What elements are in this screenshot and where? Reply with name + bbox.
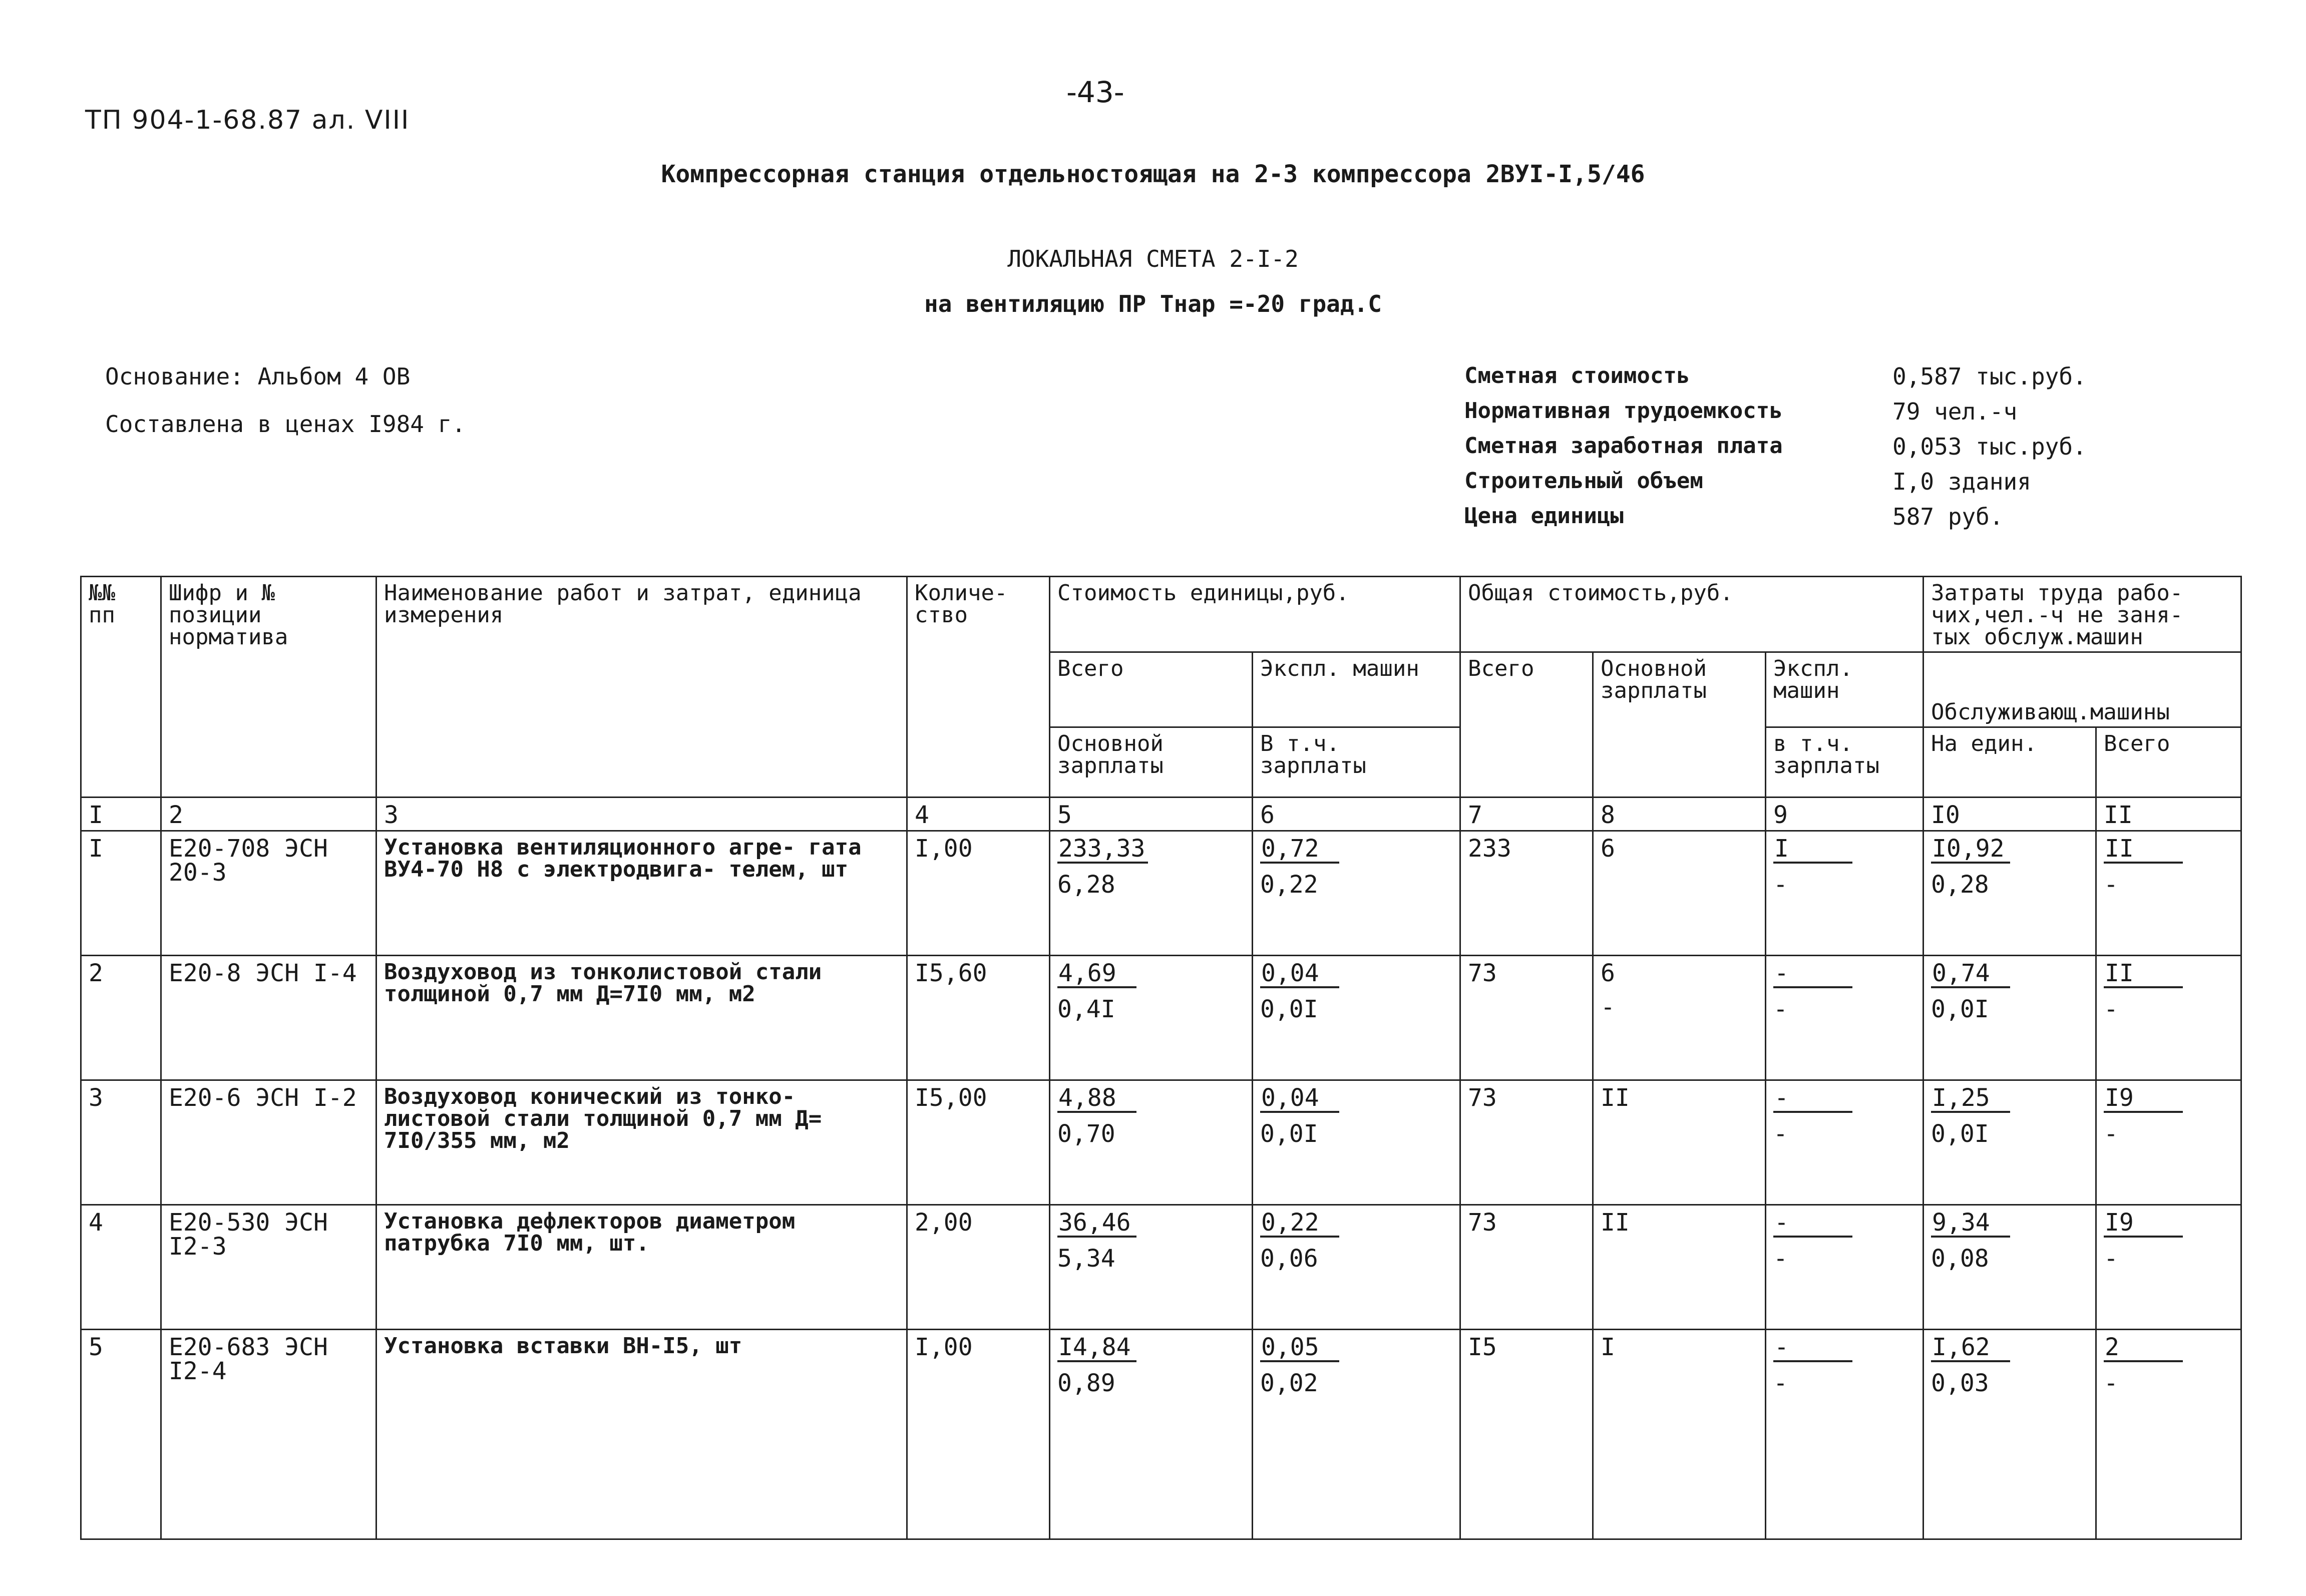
summary-value: 587 руб.	[1892, 503, 2004, 530]
unit-machines: 0,72	[1260, 837, 1339, 864]
header-name: Наименование работ и затрат, единица измерения	[376, 577, 907, 797]
row-code: Е20-708 ЭСН 20-3	[161, 831, 376, 956]
row-qty: I5,00	[907, 1080, 1050, 1205]
row-name: Воздуховод конический из тонко- листовой стали толщиной 0,7 мм Д= 7I0/355 мм, м2	[376, 1080, 907, 1205]
row-name: Воздуховод из тонколистовой стали толщиной 0,7 мм Д=7I0 мм, м2	[376, 956, 907, 1080]
document-subtitle: на вентиляцию ПР Тнар =-20 град.С	[924, 290, 1382, 317]
estimate-table	[80, 576, 2242, 1540]
unit-machines: 0,05	[1260, 1335, 1339, 1362]
total-base-salary-note: -	[1601, 993, 1615, 1021]
header-unit-cost: Стоимость единицы,руб.	[1050, 577, 1460, 652]
row-number: 2	[81, 956, 161, 1080]
prices-text: Составлена в ценах I984 г.	[105, 411, 466, 438]
total-all: I5	[1460, 1330, 1593, 1539]
total-machines: -	[1773, 1335, 1852, 1362]
summary-label: Нормативная трудоемкость	[1464, 398, 1783, 424]
total-incl-salary: -	[1773, 1369, 1788, 1397]
unit-base-salary: 6,28	[1057, 871, 1115, 899]
unit-machines: 0,04	[1260, 1086, 1339, 1113]
unit-incl-salary: 0,22	[1260, 871, 1318, 899]
table-row	[81, 1205, 2241, 1330]
table-row	[81, 831, 2241, 956]
document-stamp: ТП 904-1-68.87 ал. VIII	[85, 105, 410, 135]
unit-base-salary: 0,89	[1057, 1369, 1115, 1397]
page-number: -43-	[1066, 75, 1124, 109]
header-incl-salary-total: в т.ч. зарплаты	[1766, 727, 1924, 797]
summary-value: 0,587 тыс.руб.	[1892, 363, 2087, 390]
unit-total: 36,46	[1057, 1211, 1136, 1238]
labor-per-unit-machines: 0,0I	[1931, 995, 1989, 1023]
table-row	[81, 1330, 2241, 1539]
unit-base-salary: 5,34	[1057, 1245, 1115, 1273]
labor-per-unit: 9,34	[1931, 1211, 2010, 1238]
total-base-salary: II	[1601, 1084, 1630, 1112]
header-total-cost: Общая стоимость,руб.	[1460, 577, 1924, 652]
total-all: 73	[1460, 1080, 1593, 1205]
row-number: 5	[81, 1330, 161, 1539]
column-number: 5	[1050, 797, 1253, 831]
total-all: 73	[1460, 956, 1593, 1080]
total-machines: I	[1773, 837, 1852, 864]
unit-total: 4,69	[1057, 961, 1136, 988]
column-number: I	[81, 797, 161, 831]
header-serving: Обслуживающ.машины	[1924, 652, 2241, 727]
header-machines: Экспл. машин	[1253, 652, 1460, 727]
header-all-total: Всего	[1460, 652, 1593, 797]
header-qty: Количе- ство	[907, 577, 1050, 797]
row-number: I	[81, 831, 161, 956]
summary-label: Цена единицы	[1464, 503, 1624, 529]
labor-per-unit-machines: 0,0I	[1931, 1120, 1989, 1148]
labor-total-machines: -	[2104, 1245, 2118, 1273]
labor-per-unit-machines: 0,28	[1931, 871, 1989, 899]
unit-incl-salary: 0,02	[1260, 1369, 1318, 1397]
labor-total-machines: -	[2104, 871, 2118, 899]
unit-incl-salary: 0,0I	[1260, 995, 1318, 1023]
unit-incl-salary: 0,06	[1260, 1245, 1318, 1273]
unit-incl-salary: 0,0I	[1260, 1120, 1318, 1148]
total-base-salary: I	[1601, 1333, 1615, 1361]
document-type: ЛОКАЛЬНАЯ СМЕТА 2-I-2	[1007, 245, 1299, 272]
row-qty: I5,60	[907, 956, 1050, 1080]
total-all: 73	[1460, 1205, 1593, 1330]
column-number: 7	[1460, 797, 1593, 831]
row-code: Е20-530 ЭСН I2-3	[161, 1205, 376, 1330]
labor-per-unit: I0,92	[1931, 837, 2010, 864]
column-number: 8	[1593, 797, 1766, 831]
summary-value: 0,053 тыс.руб.	[1892, 433, 2087, 460]
total-incl-salary: -	[1773, 871, 1788, 899]
unit-base-salary: 0,4I	[1057, 995, 1115, 1023]
labor-per-unit: 0,74	[1931, 961, 2010, 988]
header-all-labor: Всего	[2096, 727, 2241, 797]
labor-total-machines: -	[2104, 995, 2118, 1023]
total-machines: -	[1773, 1086, 1852, 1113]
row-code: Е20-8 ЭСН I-4	[161, 956, 376, 1080]
document-title: Компрессорная станция отдельностоящая на 2-3 компрессора 2ВУI-I,5/46	[661, 160, 1645, 188]
header-all: Всего	[1050, 652, 1253, 727]
header-machines-total: Экспл. машин	[1766, 652, 1924, 727]
column-number: 3	[376, 797, 907, 831]
labor-total: 2	[2104, 1335, 2183, 1362]
header-code: Шифр и № позиции норматива	[161, 577, 376, 797]
header-num: №№ пп	[81, 577, 161, 797]
header-labor: Затраты труда рабо- чих,чел.-ч не заня- тых обслуж.машин	[1924, 577, 2241, 652]
total-incl-salary: -	[1773, 1245, 1788, 1273]
unit-total: 233,33	[1057, 837, 1148, 864]
row-qty: 2,00	[907, 1205, 1050, 1330]
total-machines: -	[1773, 1211, 1852, 1238]
row-qty: I,00	[907, 831, 1050, 956]
labor-total: I9	[2104, 1211, 2183, 1238]
labor-total: I9	[2104, 1086, 2183, 1113]
labor-per-unit-machines: 0,08	[1931, 1245, 1989, 1273]
header-incl-salary: В т.ч. зарплаты	[1253, 727, 1460, 797]
unit-machines: 0,22	[1260, 1211, 1339, 1238]
column-number: I0	[1924, 797, 2096, 831]
column-number: 2	[161, 797, 376, 831]
row-code: Е20-683 ЭСН I2-4	[161, 1330, 376, 1539]
unit-total: I4,84	[1057, 1335, 1136, 1362]
column-number: 6	[1253, 797, 1460, 831]
total-base-salary: 6	[1601, 835, 1615, 863]
row-name: Установка дефлекторов диаметром патрубка 7I0 мм, шт.	[376, 1205, 907, 1330]
summary-label: Сметная заработная плата	[1464, 433, 1783, 459]
labor-per-unit: I,62	[1931, 1335, 2010, 1362]
table-row	[81, 1080, 2241, 1205]
summary-value: 79 чел.-ч	[1892, 398, 2018, 425]
labor-total: II	[2104, 961, 2183, 988]
labor-per-unit: I,25	[1931, 1086, 2010, 1113]
total-machines: -	[1773, 961, 1852, 988]
labor-total-machines: -	[2104, 1369, 2118, 1397]
unit-machines: 0,04	[1260, 961, 1339, 988]
total-incl-salary: -	[1773, 1120, 1788, 1148]
header-base-salary-total: Основной зарплаты	[1593, 652, 1766, 797]
column-number: 9	[1766, 797, 1924, 831]
unit-total: 4,88	[1057, 1086, 1136, 1113]
table-row	[81, 956, 2241, 1080]
header-per-unit: На един.	[1924, 727, 2096, 797]
row-number: 3	[81, 1080, 161, 1205]
row-qty: I,00	[907, 1330, 1050, 1539]
row-name: Установка вентиляционного агре- гата ВУ4-70 Н8 с электродвига- телем, шт	[376, 831, 907, 956]
row-name: Установка вставки ВН-I5, шт	[376, 1330, 907, 1539]
labor-total-machines: -	[2104, 1120, 2118, 1148]
row-code: Е20-6 ЭСН I-2	[161, 1080, 376, 1205]
row-number: 4	[81, 1205, 161, 1330]
basis-text: Основание: Альбом 4 ОВ	[105, 363, 411, 390]
summary-label: Сметная стоимость	[1464, 363, 1690, 388]
total-base-salary: II	[1601, 1209, 1630, 1237]
total-all: 233	[1460, 831, 1593, 956]
column-number: II	[2096, 797, 2241, 831]
header-base-salary: Основной зарплаты	[1050, 727, 1253, 797]
total-base-salary: 6	[1601, 959, 1615, 987]
column-number: 4	[907, 797, 1050, 831]
labor-total: II	[2104, 837, 2183, 864]
summary-value: I,0 здания	[1892, 468, 2031, 495]
labor-per-unit-machines: 0,03	[1931, 1369, 1989, 1397]
total-incl-salary: -	[1773, 995, 1788, 1023]
unit-base-salary: 0,70	[1057, 1120, 1115, 1148]
summary-label: Строительный объем	[1464, 468, 1703, 494]
